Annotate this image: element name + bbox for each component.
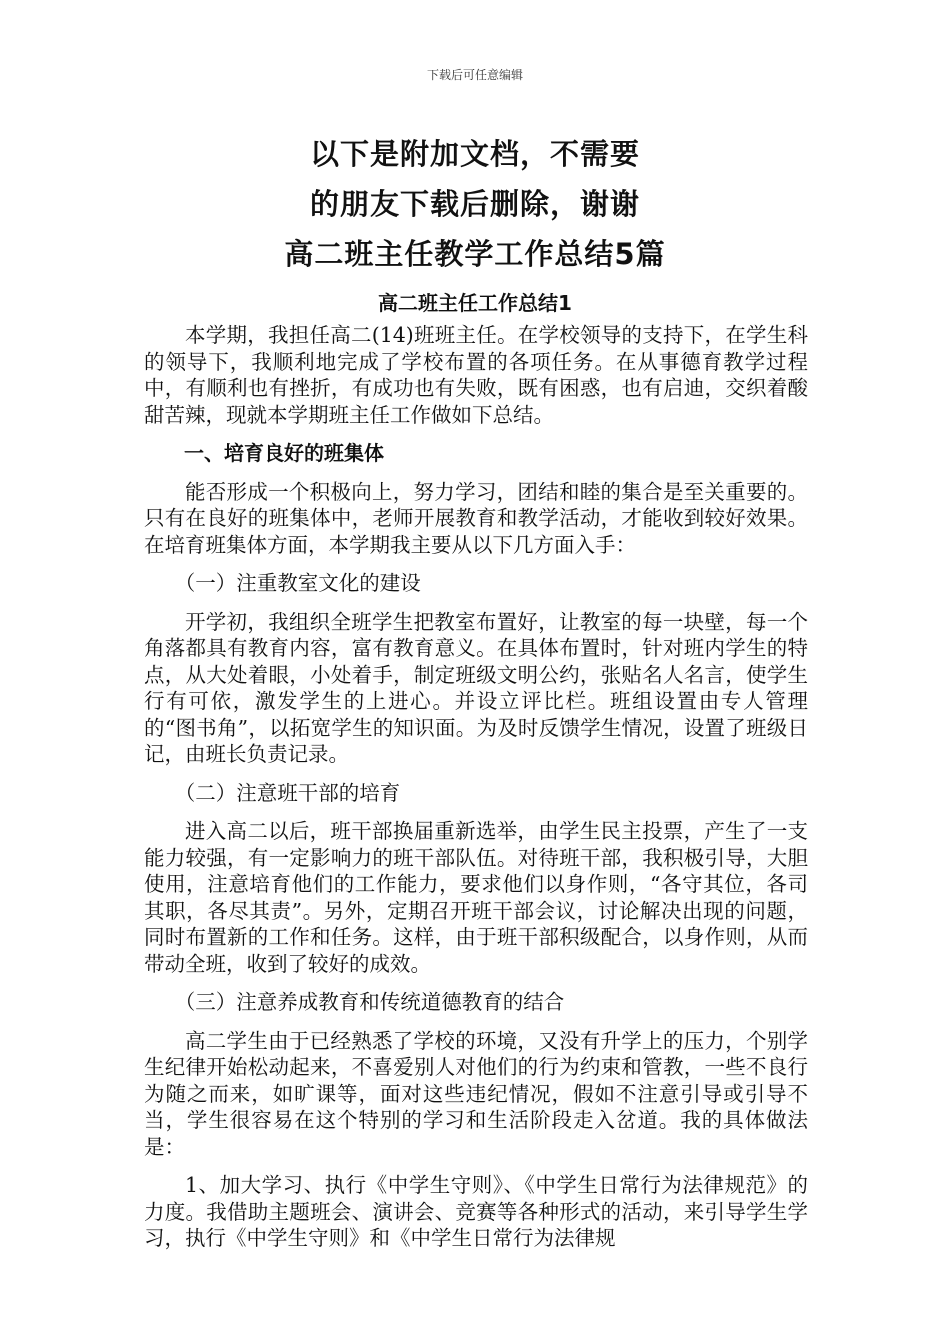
- paragraph-class-collective: 能否形成一个积极向上，努力学习，团结和睦的集合是至关重要的。只有在良好的班集体中，老师开展教育和教学活动，才能收到较好效果。在培育班集体方面，本学期我主要从以下几方面入手：: [144, 479, 808, 557]
- subheading-habit-education: （三）注意养成教育和传统道德教育的结合: [174, 990, 565, 1014]
- paragraph-classroom-culture: 开学初，我组织全班学生把教室布置好，让教室的每一块壁，每一个角落都具有教育内容，富有教育意义。在具体布置时，针对班内学生的特点，从大处着眼，小处着手，制定班级文明公约，张贴名人名言，使学生行有可依，激发学生的上进心。并设立评比栏。班组设置由专人管理的“图书角”，以拓宽学生的知识面。为及时反馈学生情况，设置了班级日记，由班长负责记录。: [144, 609, 808, 766]
- subheading-class-cadres: （二）注意班干部的培育: [174, 780, 401, 805]
- header-note: 下载后可任意编辑: [426, 68, 523, 82]
- document-body: [144, 322, 808, 1252]
- section-title: 高二班主任工作总结1: [378, 291, 572, 315]
- paragraph-intro: 本学期，我担任高二(14)班班主任。在学校领导的支持下，在学生科的领导下，我顺利地完成了学校布置的各项任务。在从事德育教学过程中，有顺利也有挫折，有成功也有失败，既有困惑，也有启迪，交织着酸甜苦辣，现就本学期班主任工作做如下总结。: [144, 323, 808, 427]
- heading-1: 一、培育良好的班集体: [184, 441, 384, 465]
- document-title: 高二班主任教学工作总结5篇: [284, 237, 666, 271]
- paragraph-class-cadres: 进入高二以后，班干部换届重新选举，由学生民主投票，产生了一支能力较强，有一定影响力的班干部队伍。对待班干部，我积极引导，大胆使用，注意培育他们的工作能力，要求他们以身作则，“各守其位，各司其职，各尽其责”。另外，定期召开班干部会议，讨论解决出现的问题，同时布置新的工作和任务。这样，由于班干部积级配合，以身作则，从而带动全班，收到了较好的成效。: [144, 819, 808, 976]
- subheading-classroom-culture: （一）注重教室文化的建设: [174, 571, 421, 595]
- paragraph-habit-education: 高二学生由于已经熟悉了学校的环境，又没有升学上的压力，个别学生纪律开始松动起来，不喜爱别人对他们的行为约束和管教，一些不良行为随之而来，如旷课等，面对这些违纪情况，假如不注意引导或引导不当，学生很容易在这个特别的学习和生活阶段走入岔道。我的具体做法是：: [144, 1028, 808, 1159]
- notice-title-line-2: 的朋友下载后删除，谢谢: [309, 187, 640, 221]
- notice-title-line-1: 以下是附加文档，不需要: [309, 137, 640, 171]
- paragraph-measure-1: 1、加大学习、执行《中学生守则》、《中学生日常行为法律规范》的力度。我借助主题班会、演讲会、竞赛等各种形式的活动，来引导学生学习，执行《中学生守则》和《中学生日常行为法律规: [144, 1173, 808, 1250]
